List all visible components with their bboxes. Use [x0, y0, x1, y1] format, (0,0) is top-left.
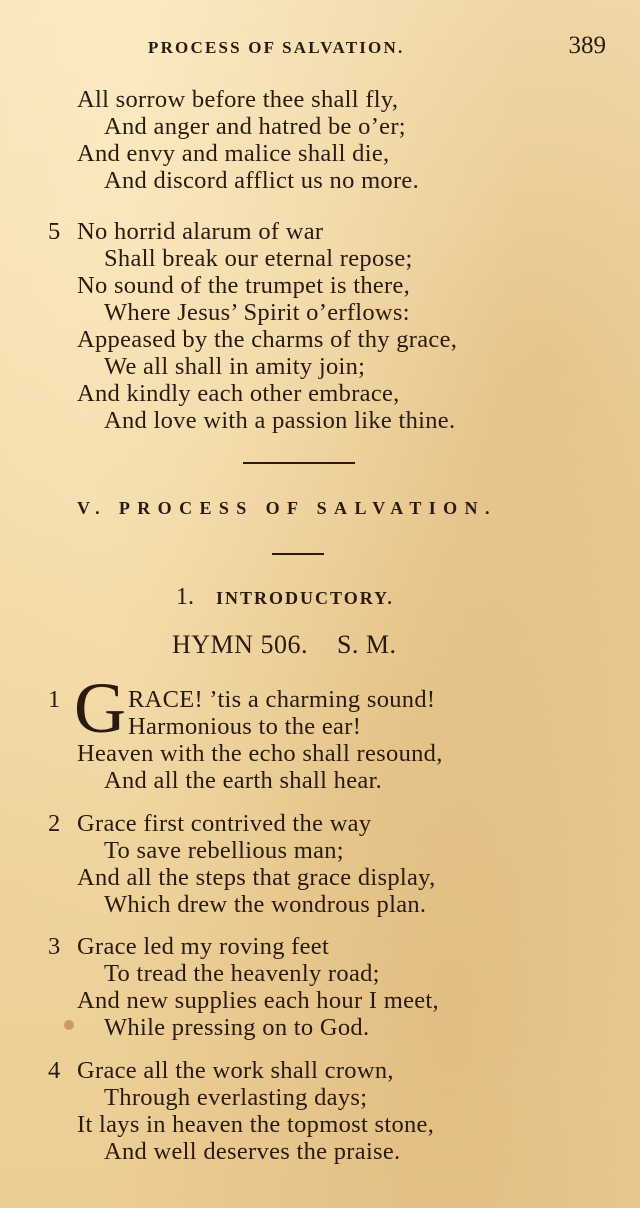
subsection-number: 1.: [176, 584, 194, 610]
verse-line: Through everlasting days;: [104, 1084, 368, 1111]
hymn-meter: S. M.: [336, 630, 397, 659]
verse-line: No sound of the trumpet is there,: [77, 272, 411, 299]
verse-line: We all shall in amity join;: [104, 353, 366, 380]
drop-cap: G: [74, 668, 126, 748]
verse-line: And all the earth shall hear.: [104, 767, 383, 794]
verse-line: Where Jesus’ Spirit o’erflows:: [104, 299, 410, 326]
verse-line: To tread the heavenly road;: [104, 960, 380, 987]
verse-line: And envy and malice shall die,: [77, 140, 390, 167]
subsection-title: INTRODUCTORY.: [216, 588, 394, 608]
verse-line: Shall break our eternal repose;: [104, 245, 413, 272]
page-header: [0, 32, 640, 66]
verse-line: Grace led my roving feet: [77, 933, 330, 960]
verse-line: Which drew the wondrous plan.: [104, 891, 427, 918]
verse-line: It lays in heaven the topmost stone,: [77, 1111, 435, 1138]
stanza-number: 1: [48, 686, 61, 713]
page-number: 389: [568, 32, 606, 59]
verse-line: And new supplies each hour I meet,: [77, 987, 439, 1014]
running-head: PROCESS OF SALVATION.: [148, 38, 405, 57]
verse-line: Harmonious to the ear!: [128, 713, 362, 740]
stanza-number: 4: [48, 1057, 61, 1084]
verse-line: To save rebellious man;: [104, 837, 344, 864]
verse-line: And discord afflict us no more.: [104, 167, 420, 194]
verse-line: Grace first contrived the way: [77, 810, 372, 837]
verse-line: And kindly each other embrace,: [77, 380, 400, 407]
verse-line: Heaven with the echo shall resound,: [77, 740, 443, 767]
section-rule: [243, 462, 355, 464]
verse-line: Grace all the work shall crown,: [77, 1057, 394, 1084]
verse-line: And all the steps that grace display,: [77, 864, 436, 891]
verse-line: Appeased by the charms of thy grace,: [77, 326, 458, 353]
verse-line: All sorrow before thee shall fly,: [77, 86, 399, 113]
hymn-title: [172, 630, 397, 660]
section-title: V. PROCESS OF SALVATION.: [77, 498, 497, 518]
paper-stain: [64, 1020, 74, 1030]
verse-line: And anger and hatred be o’er;: [104, 113, 406, 140]
stanza-number: 5: [48, 218, 61, 245]
stanza-number: 3: [48, 933, 61, 960]
verse-line: No horrid alarum of war: [77, 218, 324, 245]
verse-line: RACE! ’tis a charming sound!: [128, 686, 436, 713]
subsection-rule: [272, 553, 324, 555]
verse-line: And well deserves the praise.: [104, 1138, 401, 1165]
stanza-number: 2: [48, 810, 61, 837]
subsection-heading: [176, 584, 394, 611]
verse-line: While pressing on to God.: [104, 1014, 370, 1041]
verse-line: And love with a passion like thine.: [104, 407, 456, 434]
hymn-number: HYMN 506.: [172, 630, 308, 659]
